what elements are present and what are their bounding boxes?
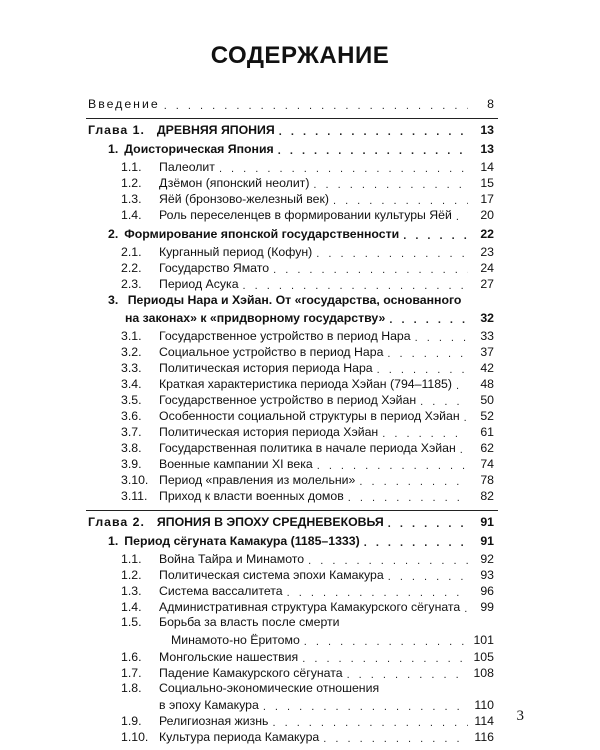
item-number: 2.2. — [121, 261, 142, 275]
toc-entry-page: 91 — [480, 534, 494, 548]
toc-item — [159, 697, 494, 713]
leader-dots — [464, 603, 468, 615]
toc-entry-page: 116 — [474, 730, 494, 744]
item-label: Краткая характеристика периода Хэйан (794–1185) — [159, 377, 452, 391]
section-title: Период сёгуната Камакура (1185–1333) — [124, 534, 360, 548]
toc-entry-page: 110 — [474, 698, 494, 712]
item-number: 3.3. — [121, 361, 142, 375]
leader-dots — [415, 332, 468, 344]
toc-item — [121, 260, 494, 276]
toc-entry-page: 50 — [480, 393, 494, 407]
item-number: 3.8. — [121, 441, 142, 455]
toc-entry-page: 32 — [480, 311, 494, 325]
leader-dots — [403, 230, 468, 242]
toc-item — [121, 583, 494, 599]
toc-item — [121, 244, 494, 260]
toc-item — [121, 360, 494, 376]
item-label: Культура периода Камакура — [159, 730, 320, 744]
leader-dots — [388, 571, 468, 583]
toc-entry-page: 27 — [480, 277, 494, 291]
item-number: 1.5. — [121, 615, 142, 629]
toc-entry-page: 13 — [480, 142, 494, 156]
leader-dots — [302, 653, 468, 665]
item-label: Палеолит — [159, 160, 215, 174]
item-number: 1.3. — [121, 584, 142, 598]
item-number: 2.1. — [121, 245, 142, 259]
section-title: Доисторическая Япония — [124, 142, 274, 156]
leader-dots — [464, 412, 468, 424]
item-number: 3.9. — [121, 457, 142, 471]
item-number: 1.2. — [121, 176, 142, 190]
leader-dots — [364, 537, 468, 549]
leader-dots — [316, 248, 468, 260]
item-label: Государственное устройство в период Хэйан — [159, 393, 417, 407]
leader-dots — [308, 555, 468, 567]
leader-dots — [420, 396, 468, 408]
leader-dots — [164, 100, 468, 112]
item-label: Социально-экономические отношения — [159, 681, 380, 695]
item-number: 3.10. — [121, 473, 149, 487]
item-number: 3.11. — [121, 489, 148, 503]
item-number: 1.9. — [121, 714, 142, 728]
toc-entry-page: 99 — [480, 600, 494, 614]
toc-item — [121, 376, 494, 392]
toc-entry-page: 17 — [480, 192, 494, 206]
chapter-number: Глава 2. — [88, 515, 145, 529]
toc-item — [121, 424, 494, 440]
toc-item — [121, 207, 494, 223]
item-label: Политическая история периода Нара — [159, 361, 373, 375]
item-label: Период «правления из молельни» — [159, 473, 356, 487]
toc-entry-page: 61 — [480, 425, 494, 439]
toc-entry-page: 62 — [480, 441, 494, 455]
item-label: Приход к власти военных домов — [159, 489, 344, 503]
item-label: Государственная политика в начале периода Хэйан — [159, 441, 456, 455]
section-title: Формирование японской государственности — [124, 227, 400, 241]
toc-item — [121, 551, 494, 567]
toc-entry-page: 52 — [480, 409, 494, 423]
toc-item-line — [121, 615, 340, 630]
toc-entry-page: 108 — [473, 666, 494, 680]
page-number: 3 — [516, 708, 524, 724]
item-number: 3.2. — [121, 345, 142, 359]
leader-dots — [389, 314, 468, 326]
leader-dots — [333, 195, 468, 207]
toc-entry-page: 42 — [480, 361, 494, 375]
toc-item — [121, 328, 494, 344]
toc-item — [121, 175, 494, 191]
leader-dots — [313, 179, 468, 191]
item-label: Социальное устройство в период Нара — [159, 345, 384, 359]
toc-item — [121, 159, 494, 175]
toc-section — [125, 310, 494, 326]
chapter-title: ЯПОНИЯ В ЭПОХУ СРЕДНЕВЕКОВЬЯ — [156, 515, 384, 529]
item-label: Особенности социальной структуры в период Хэйан — [159, 409, 460, 423]
toc-entry-page: 48 — [480, 377, 494, 391]
item-label: Государственное устройство в период Нара — [159, 329, 411, 343]
toc-chapter-2 — [88, 514, 494, 530]
section-number: 1. — [108, 534, 119, 548]
item-label: Яёй (бронзово-железный век) — [159, 192, 329, 206]
item-label: Война Тайра и Минамото — [159, 552, 305, 566]
toc-item — [121, 392, 494, 408]
leader-dots — [317, 460, 468, 472]
leader-dots — [323, 733, 468, 745]
item-number: 1.3. — [121, 192, 142, 206]
toc-entry-page: 93 — [480, 568, 494, 582]
chapter-title: ДРЕВНЯЯ ЯПОНИЯ — [156, 123, 275, 137]
leader-dots — [287, 587, 468, 599]
item-number: 3.1. — [121, 329, 142, 343]
page-title: СОДЕРЖАНИЕ — [210, 42, 390, 69]
item-label: Дзёмон (японский неолит) — [159, 176, 310, 190]
item-number: 1.10. — [121, 730, 149, 744]
toc-item — [121, 472, 494, 488]
toc-item — [121, 567, 494, 583]
item-number: 1.1. — [121, 552, 142, 566]
leader-dots — [387, 348, 468, 360]
leader-dots — [348, 492, 468, 504]
chapter-number: Глава 1. — [88, 123, 145, 137]
toc-section-line — [108, 293, 461, 308]
item-number: 3.5. — [121, 393, 142, 407]
item-label: Монгольские нашествия — [159, 650, 299, 664]
item-label: Курганный период (Кофун) — [159, 245, 313, 259]
item-label: Борьба за власть после смерти — [159, 615, 340, 629]
toc-entry-page: 22 — [480, 227, 494, 241]
section-number: 1. — [108, 142, 119, 156]
leader-dots — [272, 717, 468, 729]
leader-dots — [388, 518, 468, 530]
item-label: Роль переселенцев в формировании культуры Яёй — [159, 208, 452, 222]
divider — [86, 118, 498, 119]
toc-section — [108, 226, 494, 242]
item-number: 2.3. — [121, 277, 142, 291]
toc-entry-page: 101 — [473, 633, 494, 647]
toc-item — [121, 408, 494, 424]
toc-entry-page: 8 — [487, 97, 494, 111]
leader-dots — [243, 280, 468, 292]
item-label: Административная структура Камакурского сёгуната — [159, 600, 461, 614]
toc-entry-page: 91 — [480, 515, 494, 529]
toc-item — [121, 488, 494, 504]
item-label: Религиозная жизнь — [159, 714, 269, 728]
toc-entry-page: 96 — [480, 584, 494, 598]
leader-dots — [460, 444, 468, 456]
toc-entry-page: 78 — [480, 473, 494, 487]
item-label: Политическая система эпохи Камакура — [159, 568, 384, 582]
toc-item-line — [121, 681, 379, 696]
item-label: Падение Камакурского сёгуната — [159, 666, 343, 680]
toc-entry-page: 23 — [480, 245, 494, 259]
leader-dots — [377, 364, 468, 376]
toc-item — [121, 276, 494, 292]
toc-item — [121, 713, 494, 729]
toc-item — [159, 632, 494, 648]
toc-entry-page: 105 — [473, 650, 494, 664]
item-label: Система вассалитета — [159, 584, 283, 598]
toc-entry-page: 14 — [480, 160, 494, 174]
item-number: 1.4. — [121, 600, 142, 614]
toc-item — [121, 191, 494, 207]
leader-dots — [279, 126, 468, 138]
toc-item — [121, 729, 494, 745]
toc-entry-page: 20 — [480, 208, 494, 222]
leader-dots — [359, 476, 468, 488]
toc-entry-page: 13 — [480, 123, 494, 137]
divider — [86, 510, 498, 511]
item-number: 1.4. — [121, 208, 142, 222]
toc-entry-page: 37 — [480, 345, 494, 359]
toc-entry-page: 33 — [480, 329, 494, 343]
section-title-continued: на законах» к «придворному государству» — [125, 311, 386, 325]
toc-item — [121, 344, 494, 360]
leader-dots — [304, 636, 468, 648]
toc-item — [121, 599, 494, 615]
toc-entry-page: 114 — [474, 714, 494, 728]
leader-dots — [382, 428, 468, 440]
toc-item — [121, 440, 494, 456]
item-label: Военные кампании XI века — [159, 457, 313, 471]
toc-entry-page: 92 — [480, 552, 494, 566]
toc-entry-page: 24 — [480, 261, 494, 275]
item-number: 3.4. — [121, 377, 142, 391]
toc-entry-page: 15 — [480, 176, 494, 190]
item-number: 1.1. — [121, 160, 142, 174]
item-label-continued: Минамото-но Ёритомо — [171, 633, 300, 647]
toc-chapter-1 — [88, 122, 494, 138]
item-label: Политическая история периода Хэйан — [159, 425, 379, 439]
toc-entry-label: Введение — [88, 97, 160, 111]
item-number: 1.8. — [121, 681, 142, 695]
leader-dots — [456, 380, 468, 392]
item-label: Период Асука — [159, 277, 239, 291]
item-number: 1.6. — [121, 650, 142, 664]
item-label: Государство Ямато — [159, 261, 270, 275]
leader-dots — [278, 145, 468, 157]
toc-section — [108, 141, 494, 157]
toc-item — [121, 456, 494, 472]
section-number: 3. — [108, 293, 119, 307]
item-number: 1.2. — [121, 568, 142, 582]
leader-dots — [273, 264, 468, 276]
section-title: Периоды Нара и Хэйан. От «государства, основанного — [127, 293, 462, 307]
toc-item — [121, 665, 494, 681]
leader-dots — [347, 669, 468, 681]
toc-entry-page: 74 — [480, 457, 494, 471]
toc-entry-page: 82 — [480, 489, 494, 503]
toc-item — [121, 649, 494, 665]
item-number: 3.6. — [121, 409, 142, 423]
leader-dots — [219, 163, 468, 175]
toc-section — [108, 533, 494, 549]
item-number: 3.7. — [121, 425, 142, 439]
item-label-continued: в эпоху Камакура — [159, 698, 259, 712]
leader-dots — [456, 211, 468, 223]
item-number: 1.7. — [121, 666, 142, 680]
section-number: 2. — [108, 227, 119, 241]
leader-dots — [263, 701, 468, 713]
toc-entry-intro — [88, 96, 494, 112]
